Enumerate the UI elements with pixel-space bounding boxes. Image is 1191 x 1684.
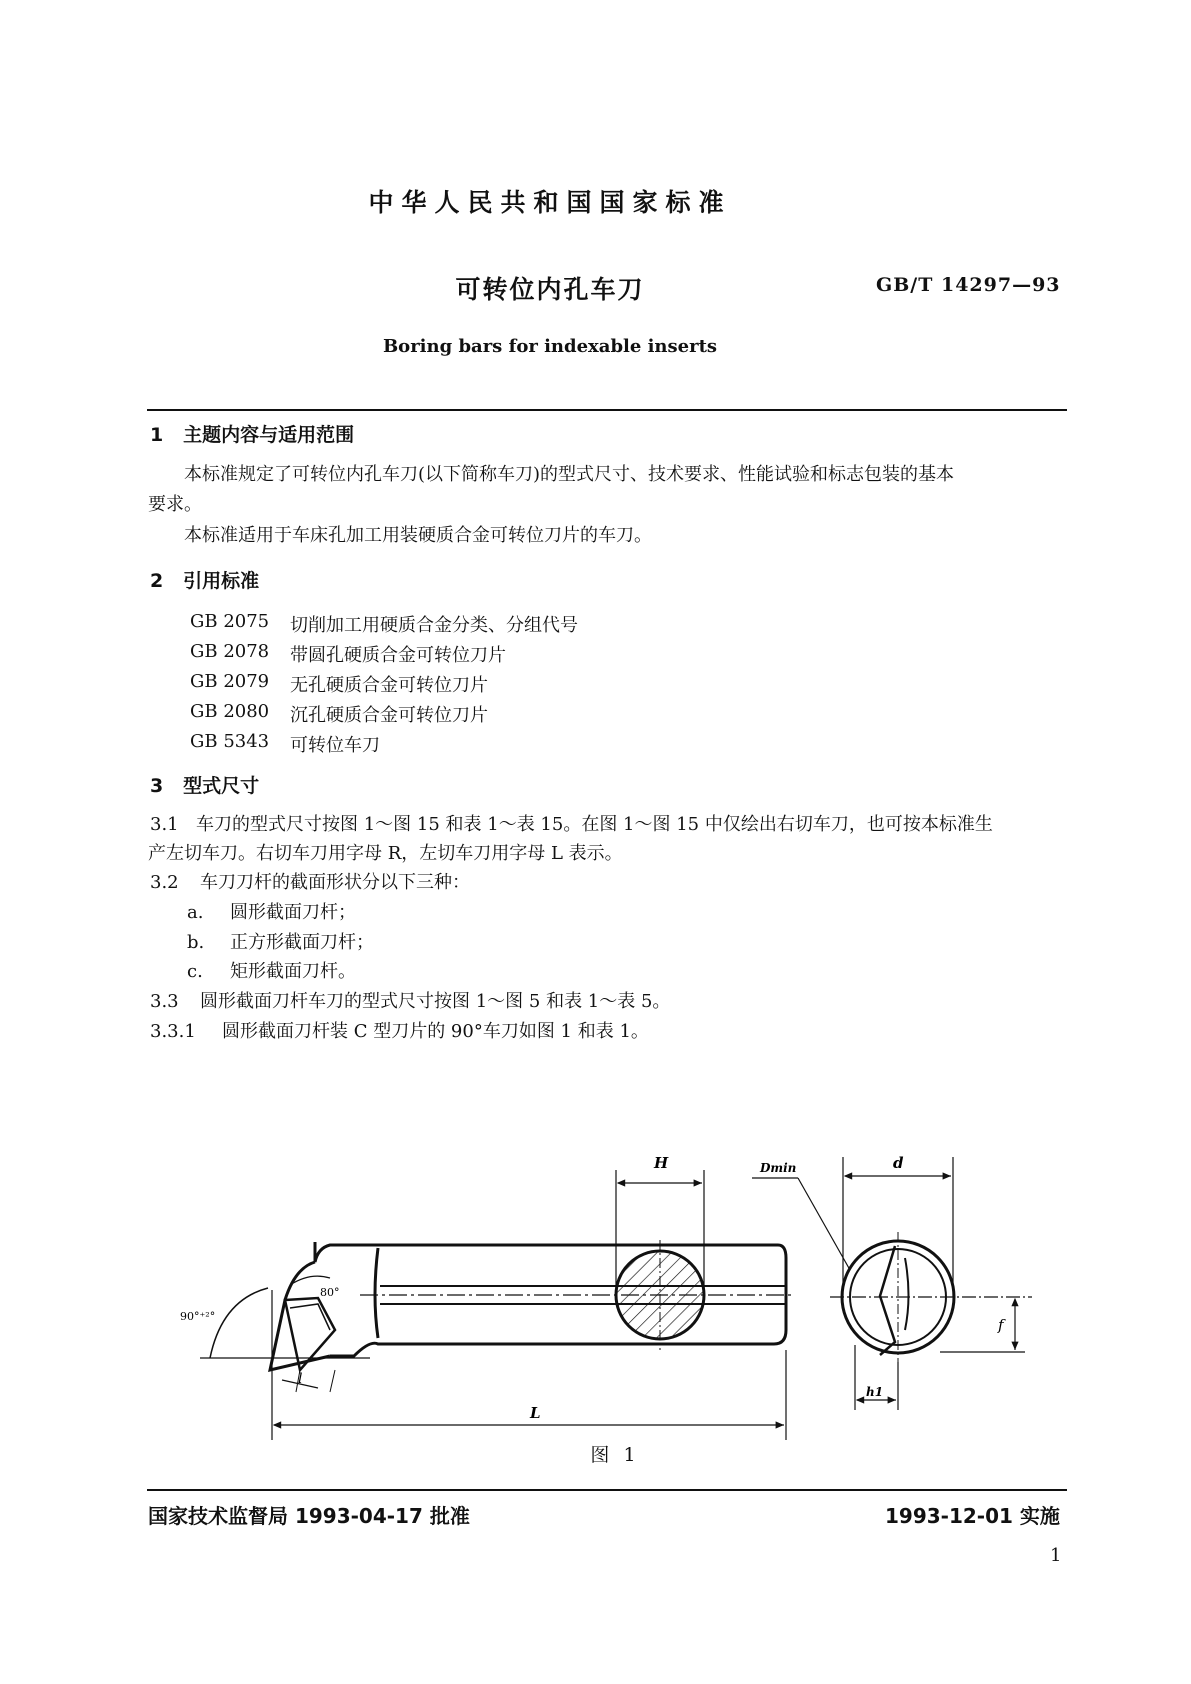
label-H: H: [654, 1154, 669, 1172]
list-item: 圆形截面刀杆；: [230, 902, 356, 923]
boring-bar-end-view: [752, 1157, 1032, 1410]
section-number: 3: [150, 775, 164, 797]
section-number: 1: [150, 424, 164, 446]
label-80-degree: 80°: [320, 1286, 340, 1299]
label-f: f: [998, 1316, 1004, 1334]
english-title: Boring bars for indexable inserts: [382, 336, 718, 357]
section-number: 2: [150, 570, 164, 592]
list-label: c.: [187, 961, 203, 982]
clause-3-3-1-text: 圆形截面刀杆装 C 型刀片的 90°车刀如图 1 和表 1。: [222, 1021, 649, 1042]
approval-line: 国家技术监督局 1993-04-17 批准: [148, 1504, 470, 1528]
clause-3-2-text: 车刀刀杆的截面形状分以下三种：: [200, 872, 470, 893]
document-title: 可转位内孔车刀: [455, 275, 645, 304]
boring-bar-side-view: [270, 1242, 786, 1370]
section-2-heading: [150, 566, 259, 593]
ref-name: 无孔硬质合金可转位刀片: [290, 675, 488, 696]
ref-code: GB 2078: [190, 641, 270, 662]
clause-3-3-1-number: 3.3.1: [150, 1021, 196, 1042]
section-title: 主题内容与适用范围: [183, 424, 355, 446]
ref-name: 沉孔硬质合金可转位刀片: [290, 705, 488, 726]
standard-title: 中华人民共和国国家标准: [368, 188, 732, 217]
page-number: 1: [1050, 1545, 1062, 1566]
bottom-rule: [147, 1489, 1067, 1491]
clause-3-3-number: 3.3: [150, 991, 179, 1012]
ref-code: GB 2080: [190, 701, 270, 722]
figure-caption: 图 1: [590, 1444, 640, 1466]
label-l: l: [298, 1371, 303, 1387]
label-90-degree: 90°⁺²°: [180, 1310, 216, 1323]
top-rule: [147, 409, 1067, 411]
list-label: b.: [187, 932, 205, 953]
ref-code: GB 2075: [190, 611, 270, 632]
section-title: 引用标准: [183, 570, 260, 592]
ref-name: 可转位车刀: [290, 735, 380, 756]
ref-code: GB 2079: [190, 671, 270, 692]
list-label: a.: [187, 902, 204, 923]
clause-3-1-line2: 产左切车刀。右切车刀用字母 R，左切车刀用字母 L 表示。: [148, 843, 623, 864]
standard-number: GB/T 14297—93: [876, 274, 1061, 296]
section-3-heading: [150, 771, 259, 798]
clause-3-1-line1: 车刀的型式尺寸按图 1～图 15 和表 1～表 15。在图 1～图 15 中仅绘出右切车刀，也可按本标准生: [196, 814, 993, 835]
label-d: d: [893, 1154, 904, 1172]
clause-3-3-text: 圆形截面刀杆车刀的型式尺寸按图 1～图 5 和表 1～表 5。: [200, 991, 671, 1012]
label-h1: h1: [866, 1385, 884, 1399]
label-Dmin: Dmin: [760, 1161, 797, 1175]
section-1-heading: [150, 420, 354, 447]
figure-1-drawing: [0, 1140, 1191, 1440]
ref-code: GB 5343: [190, 731, 270, 752]
label-L: L: [530, 1404, 541, 1422]
clause-3-2-number: 3.2: [150, 872, 179, 893]
implementation-line: 1993-12-01 实施: [885, 1504, 1060, 1528]
list-item: 矩形截面刀杆。: [230, 961, 356, 982]
clause-3-1-number: 3.1: [150, 814, 179, 835]
ref-name: 带圆孔硬质合金可转位刀片: [290, 645, 506, 666]
section-1-para1-line1: 本标准规定了可转位内孔车刀(以下简称车刀)的型式尺寸、技术要求、性能试验和标志包装的基本: [184, 464, 955, 485]
section-1-para1-line2: 要求。: [148, 494, 202, 515]
section-1-para2: 本标准适用于车床孔加工用装硬质合金可转位刀片的车刀。: [184, 525, 652, 546]
ref-name: 切削加工用硬质合金分类、分组代号: [290, 615, 578, 636]
list-item: 正方形截面刀杆；: [230, 932, 374, 953]
section-title: 型式尺寸: [183, 775, 260, 797]
